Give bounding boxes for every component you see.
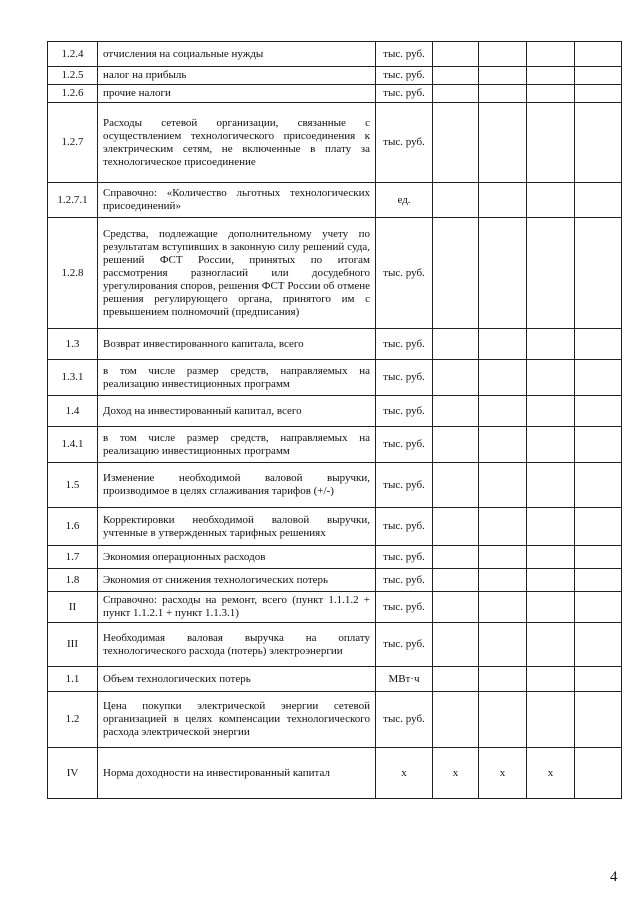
row-number: II <box>48 592 98 623</box>
row-unit: тыс. руб. <box>376 42 433 67</box>
table-row <box>48 667 622 692</box>
row-value-cell <box>433 427 479 463</box>
table-row <box>48 463 622 508</box>
row-value-cell <box>575 592 622 623</box>
row-value-cell <box>479 508 527 546</box>
table-row <box>48 396 622 427</box>
row-value-cell <box>575 569 622 592</box>
row-value-cell <box>575 42 622 67</box>
row-value-cell <box>527 67 575 85</box>
row-value-cell <box>527 623 575 667</box>
row-indicator-name: Доход на инвестированный капитал, всего <box>98 396 376 427</box>
table-row <box>48 569 622 592</box>
row-number: 1.7 <box>48 546 98 569</box>
table-row <box>48 623 622 667</box>
row-value-cell <box>527 569 575 592</box>
row-value-cell <box>527 85 575 103</box>
row-value-cell <box>527 692 575 748</box>
row-value-cell <box>527 360 575 396</box>
row-number: 1.5 <box>48 463 98 508</box>
row-value-cell <box>433 85 479 103</box>
row-unit: МВт·ч <box>376 667 433 692</box>
row-value-cell <box>479 85 527 103</box>
row-value-cell <box>575 546 622 569</box>
row-unit: тыс. руб. <box>376 67 433 85</box>
row-value-cell <box>575 396 622 427</box>
row-indicator-name: Норма доходности на инвестированный капитал <box>98 748 376 799</box>
row-indicator-name: Справочно: расходы на ремонт, всего (пункт 1.1.1.2 + пункт 1.1.2.1 + пункт 1.1.3.1) <box>98 592 376 623</box>
row-value-cell <box>479 329 527 360</box>
row-unit: тыс. руб. <box>376 692 433 748</box>
row-unit: тыс. руб. <box>376 85 433 103</box>
row-indicator-name: в том числе размер средств, направляемых на реализацию инвестиционных программ <box>98 427 376 463</box>
row-value-cell <box>527 427 575 463</box>
row-unit: x <box>376 748 433 799</box>
row-number: 1.3.1 <box>48 360 98 396</box>
row-indicator-name: Средства, подлежащие дополнительному учету по результатам вступивших в законную силу решений суда, решений ФСТ России, принятых по итогам рассмотрения разногласий или досудебного урегулирования споров, решения ФСТ России об отмене решения регулирующего органа, принятого им с превышением полномочий (предписания) <box>98 218 376 329</box>
row-number: 1.2.7.1 <box>48 183 98 218</box>
row-value-cell <box>527 42 575 67</box>
row-value-cell <box>433 569 479 592</box>
row-value-cell <box>575 218 622 329</box>
row-value-cell <box>479 667 527 692</box>
row-indicator-name: Справочно: «Количество льготных технологических присоединений» <box>98 183 376 218</box>
row-value-cell <box>479 42 527 67</box>
row-value-cell <box>433 508 479 546</box>
row-indicator-name: Корректировки необходимой валовой выручки, учтенные в утвержденных тарифных решениях <box>98 508 376 546</box>
row-value-cell <box>433 546 479 569</box>
row-indicator-name: Объем технологических потерь <box>98 667 376 692</box>
row-value-cell <box>479 463 527 508</box>
row-value-cell <box>575 623 622 667</box>
row-value-cell <box>527 667 575 692</box>
row-value-cell: x <box>527 748 575 799</box>
row-unit: тыс. руб. <box>376 623 433 667</box>
row-value-cell <box>479 396 527 427</box>
row-value-cell: x <box>479 748 527 799</box>
row-number: IV <box>48 748 98 799</box>
row-value-cell <box>527 329 575 360</box>
row-unit: тыс. руб. <box>376 508 433 546</box>
row-unit: тыс. руб. <box>376 463 433 508</box>
row-value-cell <box>433 692 479 748</box>
row-value-cell <box>433 218 479 329</box>
row-value-cell <box>527 218 575 329</box>
row-value-cell <box>575 103 622 183</box>
row-value-cell <box>575 329 622 360</box>
table-row <box>48 85 622 103</box>
row-value-cell <box>433 463 479 508</box>
row-value-cell <box>433 667 479 692</box>
table-row <box>48 748 622 799</box>
row-value-cell <box>479 692 527 748</box>
row-unit: тыс. руб. <box>376 218 433 329</box>
row-number: 1.2 <box>48 692 98 748</box>
row-value-cell <box>479 103 527 183</box>
row-unit: тыс. руб. <box>376 546 433 569</box>
row-value-cell <box>433 623 479 667</box>
row-value-cell <box>575 692 622 748</box>
row-value-cell <box>479 623 527 667</box>
row-number: 1.8 <box>48 569 98 592</box>
row-indicator-name: Цена покупки электрической энергии сетевой организацией в целях компенсации технологического расхода электрической энергии <box>98 692 376 748</box>
row-indicator-name: в том числе размер средств, направляемых на реализацию инвестиционных программ <box>98 360 376 396</box>
table-row <box>48 508 622 546</box>
row-value-cell <box>433 42 479 67</box>
row-value-cell <box>433 103 479 183</box>
row-number: 1.4 <box>48 396 98 427</box>
row-value-cell <box>479 546 527 569</box>
row-number: III <box>48 623 98 667</box>
row-value-cell <box>433 592 479 623</box>
table-row <box>48 360 622 396</box>
row-value-cell <box>479 218 527 329</box>
row-value-cell <box>433 329 479 360</box>
row-unit: тыс. руб. <box>376 592 433 623</box>
row-number: 1.6 <box>48 508 98 546</box>
row-value-cell <box>575 183 622 218</box>
row-unit: тыс. руб. <box>376 396 433 427</box>
row-number: 1.2.8 <box>48 218 98 329</box>
row-unit: тыс. руб. <box>376 103 433 183</box>
row-value-cell <box>433 67 479 85</box>
row-indicator-name: отчисления на социальные нужды <box>98 42 376 67</box>
row-number: 1.2.5 <box>48 67 98 85</box>
row-value-cell <box>527 463 575 508</box>
row-value-cell <box>433 360 479 396</box>
row-value-cell <box>527 508 575 546</box>
row-number: 1.1 <box>48 667 98 692</box>
page-number: 4 <box>610 869 618 885</box>
row-value-cell <box>527 103 575 183</box>
row-indicator-name: прочие налоги <box>98 85 376 103</box>
table-row <box>48 592 622 623</box>
table-row <box>48 329 622 360</box>
row-value-cell <box>575 748 622 799</box>
table-row <box>48 183 622 218</box>
row-value-cell <box>527 183 575 218</box>
row-value-cell <box>575 67 622 85</box>
row-value-cell <box>479 67 527 85</box>
row-indicator-name: налог на прибыль <box>98 67 376 85</box>
row-value-cell <box>479 360 527 396</box>
row-value-cell <box>527 592 575 623</box>
row-number: 1.2.4 <box>48 42 98 67</box>
row-value-cell <box>479 427 527 463</box>
data-table <box>47 41 622 799</box>
row-value-cell <box>575 427 622 463</box>
row-unit: ед. <box>376 183 433 218</box>
row-value-cell: x <box>433 748 479 799</box>
row-value-cell <box>479 183 527 218</box>
table-row <box>48 427 622 463</box>
row-value-cell <box>433 183 479 218</box>
table-row <box>48 103 622 183</box>
row-number: 1.2.6 <box>48 85 98 103</box>
row-unit: тыс. руб. <box>376 329 433 360</box>
table-row <box>48 546 622 569</box>
table-row <box>48 67 622 85</box>
table-row <box>48 692 622 748</box>
row-value-cell <box>433 396 479 427</box>
row-value-cell <box>479 592 527 623</box>
row-unit: тыс. руб. <box>376 569 433 592</box>
table-row <box>48 42 622 67</box>
row-indicator-name: Изменение необходимой валовой выручки, производимое в целях сглаживания тарифов (+/-) <box>98 463 376 508</box>
row-value-cell <box>575 667 622 692</box>
row-unit: тыс. руб. <box>376 427 433 463</box>
row-value-cell <box>575 463 622 508</box>
row-indicator-name: Возврат инвестированного капитала, всего <box>98 329 376 360</box>
row-value-cell <box>575 85 622 103</box>
row-number: 1.2.7 <box>48 103 98 183</box>
row-number: 1.4.1 <box>48 427 98 463</box>
row-value-cell <box>575 360 622 396</box>
row-value-cell <box>527 396 575 427</box>
row-indicator-name: Расходы сетевой организации, связанные с осуществлением технологического присоединения к электрическим сетям, не включенные в плату за технологическое присоединение <box>98 103 376 183</box>
table-row <box>48 218 622 329</box>
row-unit: тыс. руб. <box>376 360 433 396</box>
row-indicator-name: Необходимая валовая выручка на оплату технологического расхода (потерь) электроэнергии <box>98 623 376 667</box>
row-number: 1.3 <box>48 329 98 360</box>
row-value-cell <box>527 546 575 569</box>
row-value-cell <box>575 508 622 546</box>
row-value-cell <box>479 569 527 592</box>
row-indicator-name: Экономия операционных расходов <box>98 546 376 569</box>
row-indicator-name: Экономия от снижения технологических потерь <box>98 569 376 592</box>
